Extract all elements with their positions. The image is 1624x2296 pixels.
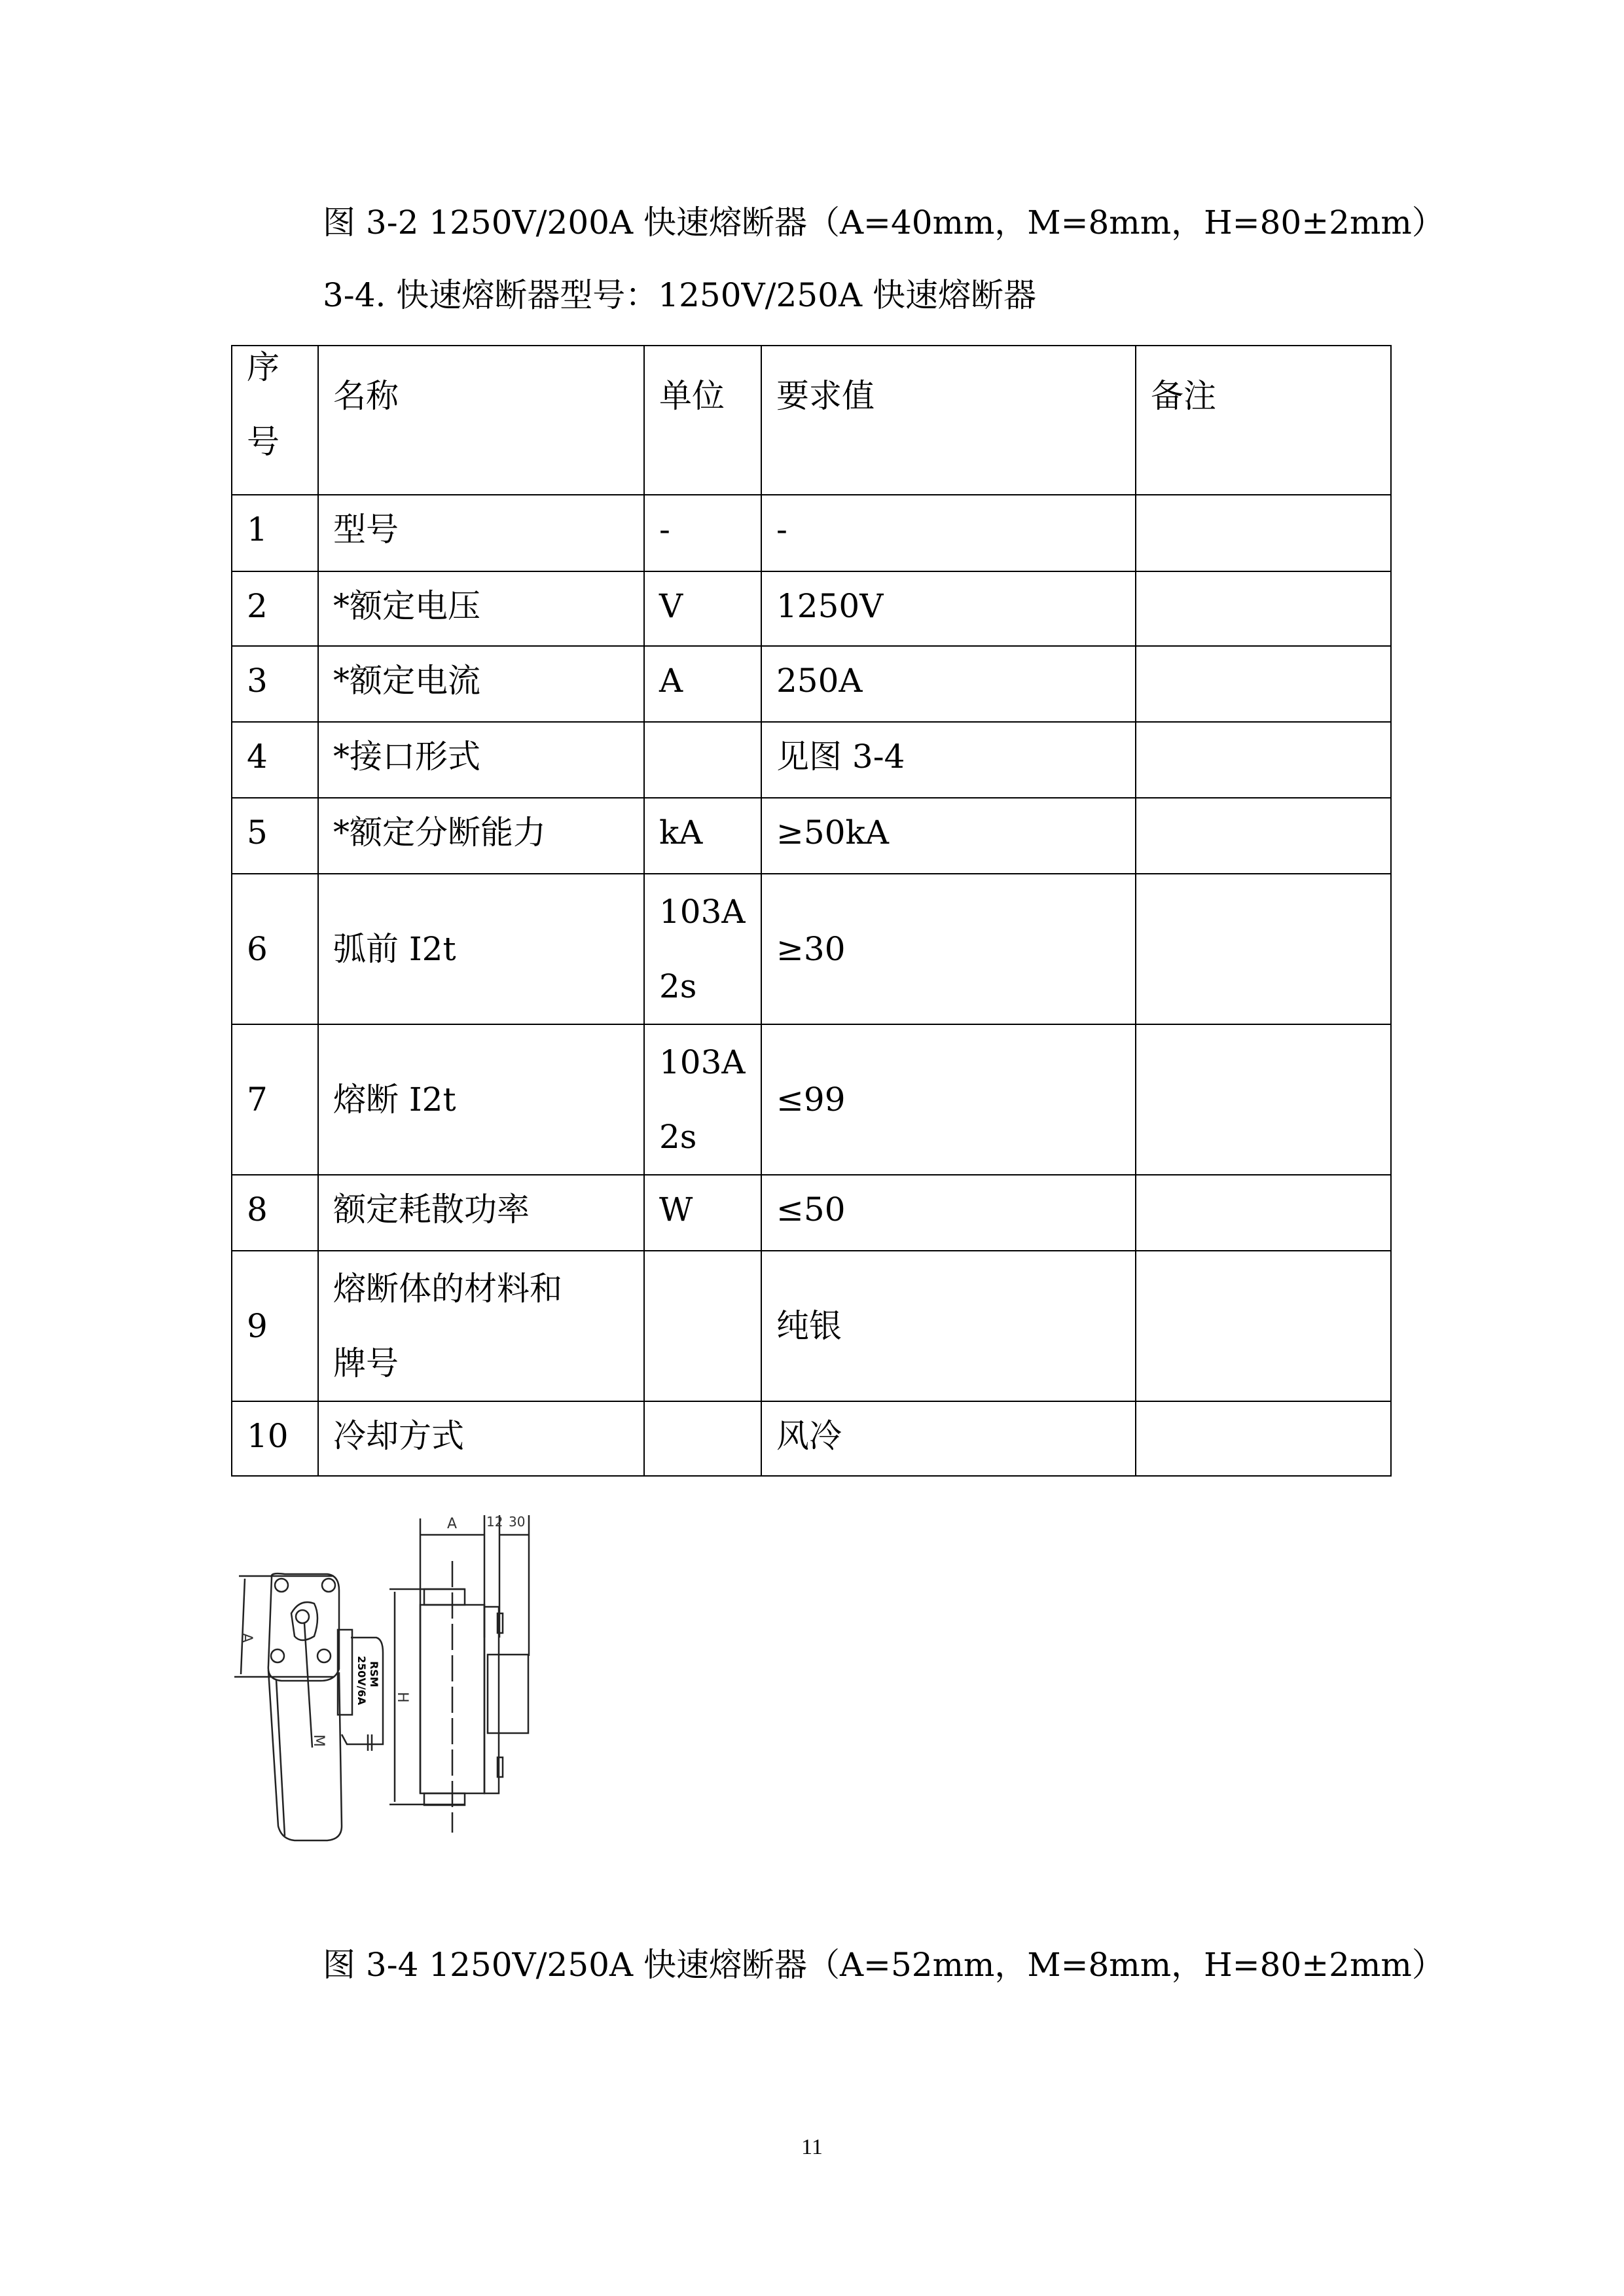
row-unit-line1: 103A	[659, 1043, 746, 1081]
row-unit	[644, 1401, 761, 1476]
row-name: *额定分断能力	[318, 798, 644, 874]
row-required: ≤50	[761, 1175, 1136, 1251]
page-number: 11	[801, 2135, 823, 2159]
row-name: *额定电压	[318, 571, 644, 646]
row-index: 3	[232, 646, 318, 722]
dim-30-label: 30	[509, 1514, 526, 1530]
table-row	[232, 722, 1391, 798]
row-required: ≥50kA	[761, 798, 1136, 874]
row-required: ≥30	[761, 874, 1136, 1024]
header-required-text: 要求值	[776, 377, 875, 415]
row-index: 7	[232, 1024, 318, 1175]
row-name: 冷却方式	[318, 1401, 644, 1476]
table-row	[232, 495, 1391, 571]
row-index: 4	[232, 722, 318, 798]
row-name: 弧前 I2t	[318, 874, 644, 1024]
dim-12-label: 12	[486, 1514, 503, 1530]
row-unit-line1: 103A	[659, 893, 746, 931]
dim-a-label: A	[447, 1516, 458, 1532]
header-name-text: 名称	[333, 377, 399, 415]
row-required: 1250V	[761, 571, 1136, 646]
table-row	[232, 1024, 1391, 1175]
row-index: 5	[232, 798, 318, 874]
figure-caption: 图 3-4 1250V/250A 快速熔断器（A=52mm，M=8mm，H=80±2mm）	[323, 1946, 1445, 1984]
row-required: ≤99	[761, 1024, 1136, 1175]
row-index: 6	[232, 874, 318, 1024]
table-row	[232, 798, 1391, 874]
row-remark	[1136, 1175, 1391, 1251]
row-unit: kA	[644, 798, 761, 874]
header-unit	[644, 346, 761, 495]
dim-a-arrow-line	[241, 1579, 245, 1674]
dim-h-label: H	[394, 1692, 410, 1703]
row-remark	[1136, 495, 1391, 571]
rating-label: 250V/6A	[355, 1656, 368, 1706]
row-unit	[644, 1024, 761, 1175]
header-unit-text: 单位	[659, 377, 725, 415]
section-heading: 3-4. 快速熔断器型号：1250V/250A 快速熔断器	[323, 276, 1036, 314]
table-row	[232, 1251, 1391, 1401]
row-index: 9	[232, 1251, 318, 1401]
table-row	[232, 874, 1391, 1024]
row-name: *接口形式	[318, 722, 644, 798]
header-name	[318, 346, 644, 495]
row-unit: V	[644, 571, 761, 646]
header-required	[761, 346, 1136, 495]
row-index: 8	[232, 1175, 318, 1251]
row-name-line1: 熔断体的材料和	[333, 1270, 562, 1308]
row-remark	[1136, 1251, 1391, 1401]
row-remark	[1136, 874, 1391, 1024]
fuse-perspective-view	[234, 1573, 383, 1840]
row-index: 1	[232, 495, 318, 571]
row-remark	[1136, 571, 1391, 646]
row-required: 风冷	[761, 1401, 1136, 1476]
row-name: 熔断 I2t	[318, 1024, 644, 1175]
row-unit	[644, 1251, 761, 1401]
row-unit-line2: 2s	[659, 967, 697, 1005]
brand-label: RSM	[368, 1661, 380, 1687]
row-remark	[1136, 798, 1391, 874]
row-unit-line2: 2s	[659, 1118, 697, 1156]
dim-m-label: M	[310, 1734, 327, 1747]
table-row	[232, 1175, 1391, 1251]
row-unit: W	[644, 1175, 761, 1251]
header-index-line2: 号	[247, 423, 280, 461]
row-remark	[1136, 1401, 1391, 1476]
row-unit	[644, 874, 761, 1024]
row-name-line2: 牌号	[333, 1344, 399, 1382]
row-unit: A	[644, 646, 761, 722]
header-remark-text: 备注	[1151, 377, 1216, 415]
fuse-side-view	[389, 1515, 529, 1833]
row-required: 见图 3-4	[761, 722, 1136, 798]
row-name: 额定耗散功率	[318, 1175, 644, 1251]
table-row	[232, 1401, 1391, 1476]
row-unit: -	[644, 495, 761, 571]
row-index: 10	[232, 1401, 318, 1476]
row-required: 250A	[761, 646, 1136, 722]
dim-a-label-left: A	[238, 1633, 255, 1643]
row-name: *额定电流	[318, 646, 644, 722]
row-name	[318, 1251, 644, 1401]
table-row	[232, 646, 1391, 722]
row-remark	[1136, 1024, 1391, 1175]
row-index: 2	[232, 571, 318, 646]
row-unit	[644, 722, 761, 798]
spec-table	[231, 345, 1392, 1477]
header-index-line1: 序	[247, 348, 280, 386]
row-name: 型号	[318, 495, 644, 571]
header-index	[232, 346, 318, 495]
header-remark	[1136, 346, 1391, 495]
row-remark	[1136, 722, 1391, 798]
fuse-drawing	[223, 1499, 1074, 1905]
row-remark	[1136, 646, 1391, 722]
table-header-row	[232, 346, 1391, 495]
row-required: 纯银	[761, 1251, 1136, 1401]
row-required: -	[761, 495, 1136, 571]
table-row	[232, 571, 1391, 646]
previous-figure-caption: 图 3-2 1250V/200A 快速熔断器（A=40mm，M=8mm，H=80±2mm）	[323, 204, 1445, 242]
